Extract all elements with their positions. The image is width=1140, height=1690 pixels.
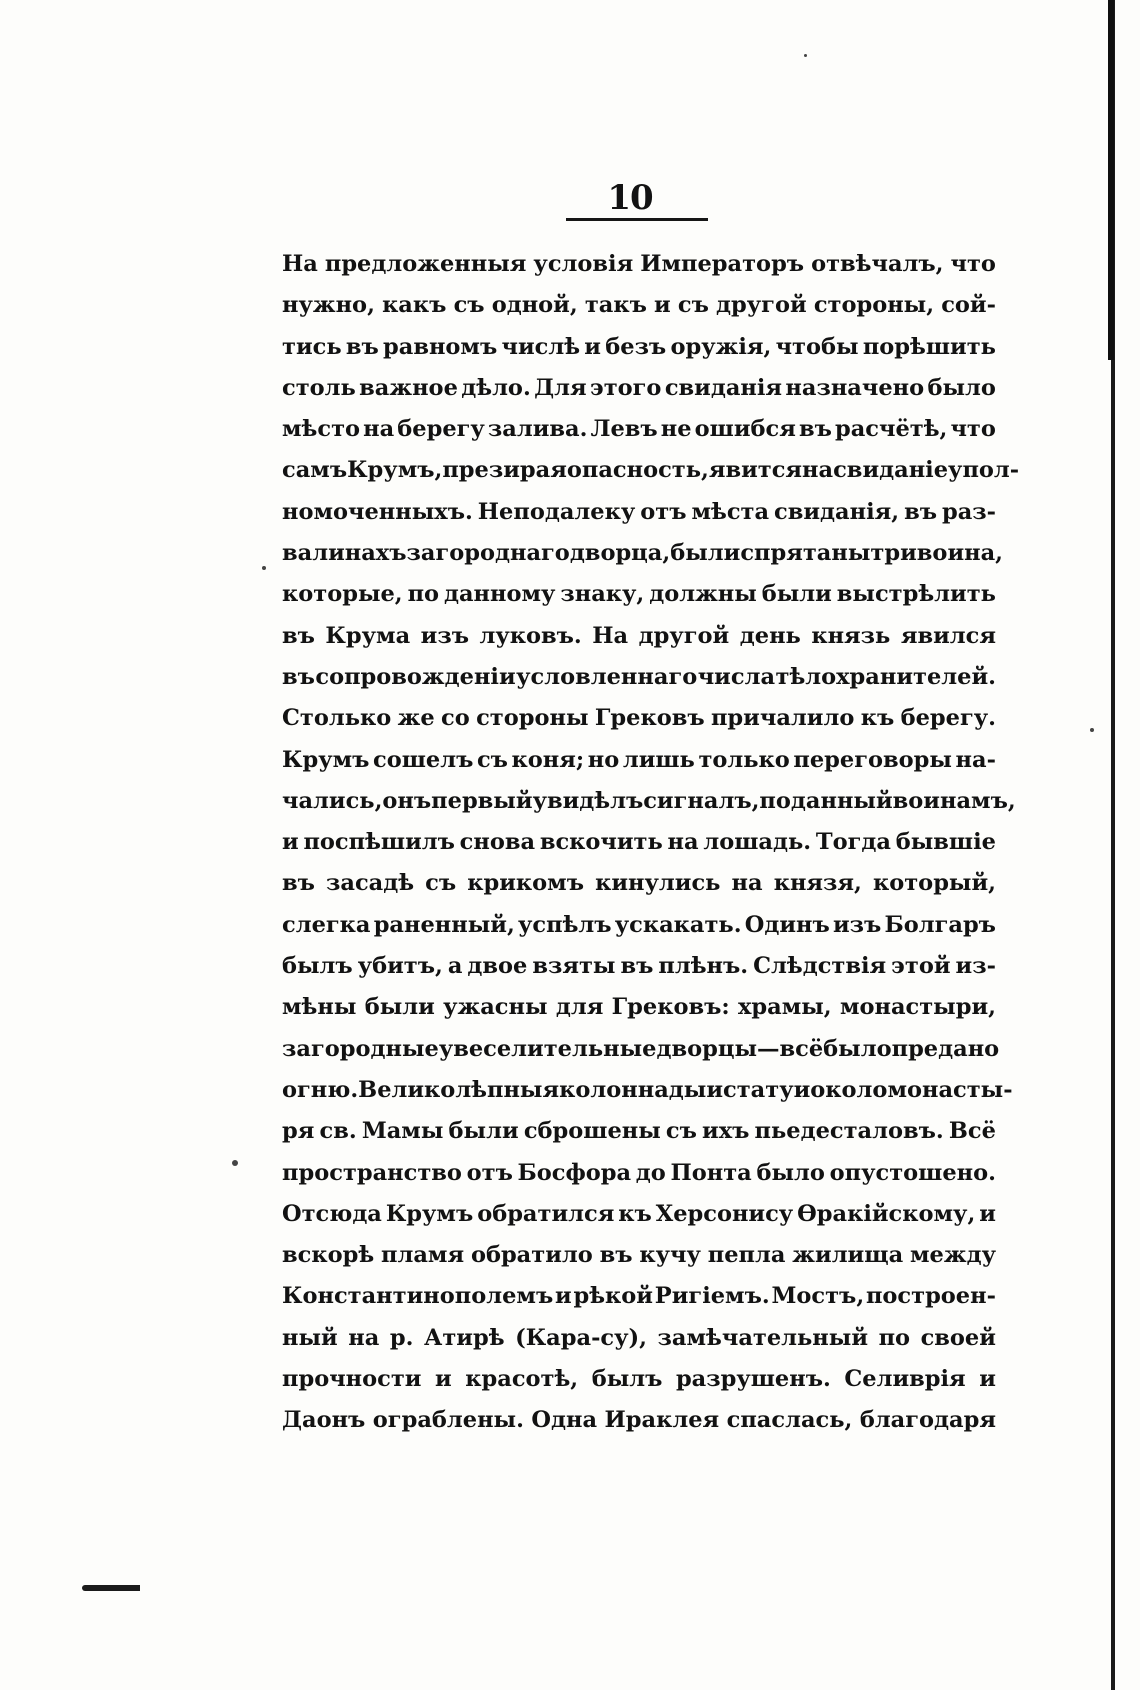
text-line [282,657,996,698]
word: что [950,251,996,277]
word: Крумъ [282,746,370,773]
word: этого [590,374,662,401]
word: по [407,581,440,608]
word: снова [459,829,536,856]
word: вскочить [539,829,663,856]
word: были [448,1118,519,1145]
word: онъ [382,787,432,814]
word: мѣны [282,994,357,1021]
word: загородные [282,1035,439,1062]
word: мѣста [691,498,770,525]
word: Всё [948,1118,996,1145]
word: Ираклея [604,1407,720,1434]
word: спаслась, [726,1407,853,1434]
word: св. [319,1118,357,1145]
word: Селиврія [844,1366,966,1393]
word: Тогда [815,829,891,856]
word: отвѣчалъ, [811,251,944,277]
word: съ [425,870,457,897]
word: всё [779,1035,824,1062]
word: числа [697,663,776,690]
text-line [282,1235,996,1276]
text-line [282,616,996,657]
word: съ [453,292,485,319]
word: из- [955,953,996,980]
word: засадѣ [326,870,415,897]
text-line [282,905,996,946]
word: берегу [397,416,485,443]
word: выстрѣлить [836,581,996,608]
word: упол- [948,457,1020,484]
word: на [363,416,395,443]
word: были [761,581,832,608]
word: опустошено. [829,1159,996,1186]
word: и [706,1076,724,1103]
text-line [282,409,996,450]
word: пепла [707,1242,786,1269]
text-line [282,822,996,863]
text-line [282,1194,996,1235]
word: сигналъ, [643,787,760,814]
word: раненный, [373,911,515,938]
word: между [910,1242,996,1269]
word: до [635,1159,666,1186]
text-line [282,1070,1013,1111]
text-line [282,1318,996,1359]
word: поспѣшилъ [303,829,455,856]
word: и [435,1366,452,1393]
word: презирая [442,457,567,484]
word: князь [811,622,891,649]
word: валинахъ [282,540,407,567]
word: первый [431,787,533,814]
word: (Кара-су), [515,1324,647,1351]
word: князя, [773,870,862,897]
word: былъ [591,1366,663,1393]
word: красотѣ, [465,1366,579,1393]
word: три [870,540,917,567]
word: убитъ, [357,953,443,980]
word: лишь [622,746,695,773]
word: ужасны [443,994,548,1021]
word: условія [533,251,634,277]
text-line [282,863,996,904]
word: Крумъ, [347,457,443,484]
text-line [282,1029,1000,1070]
word: храмы, [737,994,832,1021]
text-line [282,946,996,987]
word: нужно, [282,292,375,319]
word: въ [282,622,315,649]
word: на- [955,746,996,773]
text-line [282,285,996,326]
word: порѣшить [862,333,996,360]
word: колоннады [559,1076,707,1103]
word: дѣло. [461,374,531,401]
word: огню. [282,1076,359,1103]
word: прочности [282,1366,422,1393]
word: Константинополемъ [282,1283,554,1310]
word: ихъ [702,1118,750,1145]
word: увеселительные [438,1035,657,1062]
word: кинулись [595,870,721,897]
word: же [397,705,435,732]
word: Одна [531,1407,598,1434]
word: только [698,746,790,773]
word: раз- [941,498,996,525]
word: такъ [584,292,647,319]
word: безъ [605,333,667,360]
word: луковъ. [479,622,582,649]
word: Даонъ [282,1407,366,1434]
word: другой [638,622,730,649]
word: Болгаръ [884,911,996,938]
word: Одинъ [744,911,830,938]
word: загороднаго [406,540,570,567]
word: столь [282,374,356,401]
word: Босфора [517,1159,632,1186]
word: съ [677,292,709,319]
text-line [282,244,996,285]
scan-edge-line-thick [1108,0,1114,360]
page-number-rule [566,218,708,221]
word: съ [476,746,508,773]
word: разрушенъ. [675,1366,831,1393]
word: р. [389,1324,414,1351]
word: поданный [759,787,893,814]
word: дворцы [656,1035,758,1062]
word: — [757,1035,780,1062]
word: знаку, [560,581,645,608]
word: кучу [639,1242,701,1269]
word: Грековъ [594,705,705,732]
word: явится [708,457,803,484]
text-line [282,1276,996,1317]
word: который, [872,870,996,897]
word: пьедесталовъ. [754,1118,944,1145]
word: воина, [916,540,1004,567]
word: сброшены [523,1118,661,1145]
word: взяты [532,953,616,980]
word: монасты- [887,1076,1013,1103]
text-line [282,1359,996,1400]
word: На [592,622,629,649]
word: причалило [710,705,855,732]
word: этой [891,953,951,980]
word: переговоры [793,746,952,773]
word: рѣкой [573,1283,653,1310]
word: тись [282,333,342,360]
word: Для [534,374,587,401]
word: Мостъ, [771,1283,865,1310]
word: Левъ [590,416,658,443]
word: статуи [723,1076,811,1103]
word: въ [620,953,654,980]
word: сопровожденіи [315,663,516,690]
word: и [979,1366,996,1393]
word: и [282,829,299,856]
word: Великолѣпныя [358,1076,560,1103]
word: стороны, [813,292,935,319]
word: пламя [381,1242,465,1269]
word: и [654,292,671,319]
word: со [441,705,470,732]
word: другой [716,292,807,319]
word: а [447,953,463,980]
word: равномъ [383,333,498,360]
text-line [282,987,996,1028]
word: условленнаго [516,663,698,690]
word: берегу. [900,705,996,732]
word: и [555,1283,572,1310]
text-line [282,574,996,615]
word: явился [900,622,996,649]
word: ошибся [694,416,796,443]
word: и [979,1200,996,1227]
word: были [364,994,435,1021]
word: на [802,457,834,484]
word: было [823,1035,892,1062]
text-line [282,492,996,533]
word: успѣлъ [518,911,612,938]
word: не [660,416,692,443]
word: въ [904,498,937,525]
word: благодаря [859,1407,996,1434]
word: и [584,333,601,360]
word: Атирѣ [424,1324,505,1351]
word: въ [798,416,832,443]
word: вскорѣ [282,1242,375,1269]
word: ускакать. [614,911,742,938]
word: ограблены. [372,1407,524,1434]
text-line [282,533,1004,574]
word: въ [599,1242,633,1269]
word: номоченныхъ. [282,498,473,525]
word: коня; [511,746,585,773]
word: Херсонису [655,1200,794,1227]
scan-speck [262,566,266,570]
word: Неподалеку [477,498,636,525]
word: слегка [282,911,371,938]
word: предложенныя [324,251,527,277]
word: Ѳракійскому, [797,1200,976,1227]
text-line [282,327,996,368]
word: изъ [832,911,882,938]
word: Столько [282,705,392,732]
body-text [282,244,1020,1442]
text-line [282,740,996,781]
word: обратился [477,1200,615,1227]
word: какъ [382,292,447,319]
word: пространство [282,1159,462,1186]
text-line [282,781,1016,822]
word: Грековъ: [611,994,730,1021]
word: чтобы [775,333,859,360]
word: числѣ [501,333,581,360]
word: предано [891,1035,1000,1062]
word: бывшіе [895,829,996,856]
word: обратило [470,1242,593,1269]
word: было [756,1159,825,1186]
word: около [810,1076,888,1103]
page-number: 10 [607,178,653,218]
word: жилища [792,1242,904,1269]
word: на [667,829,699,856]
word: ный [282,1324,338,1351]
word: было [927,374,996,401]
word: важное [359,374,458,401]
word: двое [467,953,528,980]
word: Мамы [361,1118,444,1145]
word: къ [860,705,895,732]
word: свиданія, [774,498,900,525]
word: сошелъ [373,746,474,773]
word: которые, [282,581,403,608]
word: спрятаны [740,540,871,567]
word: замѣчательный [657,1324,869,1351]
word: чались, [282,787,383,814]
word: въ [345,333,379,360]
word: по [878,1324,911,1351]
word: Ригіемъ. [654,1283,770,1310]
text-line [282,368,996,409]
word: лошадь. [703,829,812,856]
word: на [348,1324,380,1351]
text-line [282,1400,996,1441]
word: но [587,746,620,773]
word: Императоръ [640,251,805,277]
word: свиданія [664,374,783,401]
scan-speck [804,54,807,57]
word: стороны [476,705,589,732]
word: данному [443,581,556,608]
word: одной, [491,292,578,319]
word: въ [282,663,315,690]
word: оружія, [670,333,772,360]
word: въ [282,870,315,897]
word: съ [665,1118,697,1145]
word: Крумъ [385,1200,474,1227]
word: На [282,251,318,277]
text-line [282,698,996,739]
text-line [282,1111,996,1152]
text-line [282,1153,996,1194]
word: крикомъ [467,870,584,897]
word: отъ [640,498,687,525]
word: должны [649,581,757,608]
word: были [670,540,741,567]
word: сой- [941,292,996,319]
word: построен- [865,1283,996,1310]
word: Понта [670,1159,752,1186]
word: былъ [282,953,353,980]
word: отъ [466,1159,513,1186]
word: изъ [420,622,469,649]
word: Отсюда [282,1200,382,1227]
scan-speck [1090,728,1094,732]
word: для [555,994,604,1021]
word: воинамъ, [892,787,1016,814]
word: самъ [282,457,348,484]
word: на [731,870,763,897]
word: залива. [487,416,588,443]
word: свиданіе [833,457,949,484]
scan-mark [82,1585,140,1591]
word: плѣнъ. [658,953,749,980]
text-line [282,450,1020,491]
scan-speck [232,1160,238,1166]
word: своей [920,1324,996,1351]
word: увидѣлъ [532,787,644,814]
word: къ [618,1200,652,1227]
word: назначено [785,374,925,401]
word: расчётѣ, [834,416,948,443]
word: Слѣдствія [753,953,887,980]
word: мѣсто [282,416,361,443]
word: день [739,622,801,649]
word: ря [282,1118,315,1145]
word: дворца, [569,540,671,567]
word: опасность, [566,457,709,484]
word: тѣлохранителей. [775,663,996,690]
word: что [950,416,996,443]
word: Крума [325,622,411,649]
word: монастыри, [839,994,996,1021]
